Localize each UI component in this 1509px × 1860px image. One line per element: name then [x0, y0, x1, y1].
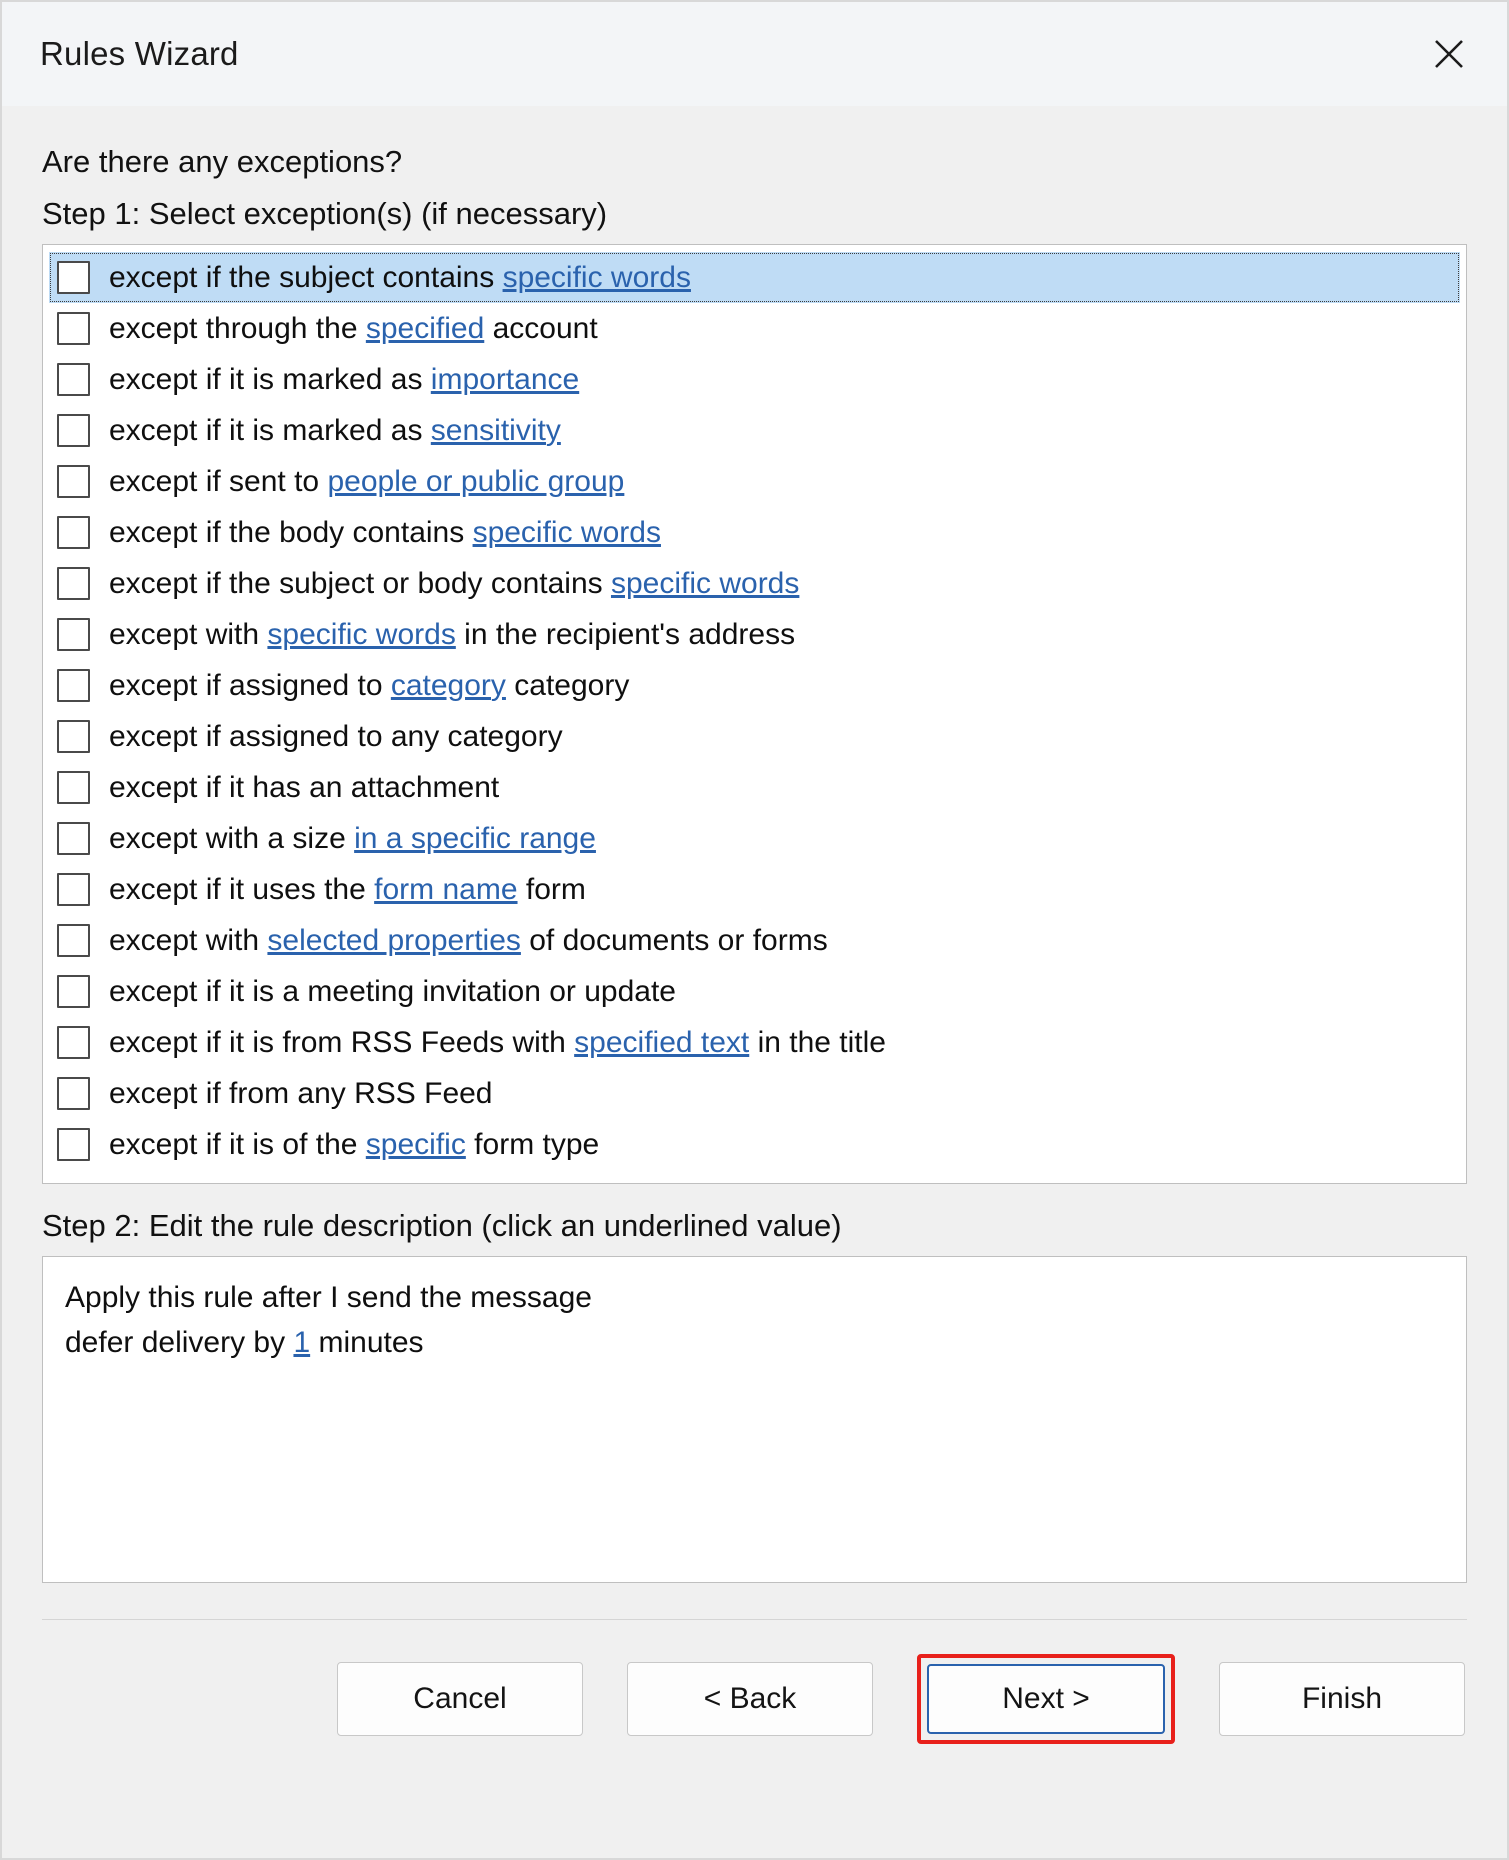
exception-row[interactable]: [49, 558, 1460, 609]
exception-value-link[interactable]: importance: [430, 362, 580, 396]
exception-checkbox[interactable]: [57, 618, 90, 651]
exception-checkbox[interactable]: [57, 516, 90, 549]
exception-row[interactable]: [49, 405, 1460, 456]
exception-row[interactable]: [49, 762, 1460, 813]
exception-label: [109, 516, 661, 550]
exception-checkbox[interactable]: [57, 261, 90, 294]
exception-label: [109, 822, 596, 856]
dialog-body: [2, 144, 1507, 1744]
exception-value-link[interactable]: selected properties: [267, 923, 521, 957]
step1-label: Step 1: Select exception(s) (if necessary): [42, 196, 608, 231]
exception-label-prefix: except if the subject or body contains: [109, 566, 611, 600]
exception-label: [109, 1026, 886, 1060]
exception-checkbox[interactable]: [57, 771, 90, 804]
exception-label-prefix: except through the: [109, 311, 366, 345]
exception-row[interactable]: [49, 252, 1460, 303]
exception-label-prefix: except with: [109, 617, 268, 651]
exception-label-prefix: except if it is from RSS Feeds with: [109, 1025, 575, 1059]
exception-label-prefix: except if assigned to any category: [109, 719, 563, 753]
exception-value-link[interactable]: specific words: [502, 260, 691, 294]
exception-row[interactable]: [49, 354, 1460, 405]
exception-value-link[interactable]: in a specific range: [354, 821, 596, 855]
exception-checkbox[interactable]: [57, 1128, 90, 1161]
exception-checkbox[interactable]: [57, 465, 90, 498]
exception-label-suffix: of documents or forms: [520, 923, 828, 957]
exception-label-prefix: except if sent to: [109, 464, 328, 498]
exception-label-suffix: in the title: [749, 1025, 886, 1059]
exception-label-suffix: category: [505, 668, 630, 702]
exception-label-prefix: except if it is a meeting invitation or update: [109, 974, 676, 1008]
exception-label-prefix: except if it uses the: [109, 872, 375, 906]
exception-checkbox[interactable]: [57, 363, 90, 396]
exception-checkbox[interactable]: [57, 720, 90, 753]
exception-label: [109, 975, 676, 1009]
exception-checkbox[interactable]: [57, 414, 90, 447]
exception-checkbox[interactable]: [57, 975, 90, 1008]
question-text: Are there any exceptions?: [42, 144, 403, 179]
exception-label: [109, 873, 586, 907]
exception-row[interactable]: [49, 813, 1460, 864]
exception-label-prefix: except with: [109, 923, 268, 957]
exception-label-prefix: except if it is marked as: [109, 362, 431, 396]
exception-label-prefix: except if it has an attachment: [109, 770, 500, 804]
exception-label: [109, 261, 691, 295]
exception-row[interactable]: [49, 864, 1460, 915]
exception-label-prefix: except if the body contains: [109, 515, 473, 549]
exception-row[interactable]: [49, 660, 1460, 711]
exception-checkbox[interactable]: [57, 924, 90, 957]
rule-description-box[interactable]: [42, 1256, 1467, 1583]
exception-row[interactable]: [49, 1068, 1460, 1119]
exception-checkbox[interactable]: [57, 1026, 90, 1059]
exception-label: [109, 1077, 493, 1111]
exception-checkbox[interactable]: [57, 669, 90, 702]
exception-value-link[interactable]: specified text: [574, 1025, 750, 1059]
exception-label: [109, 618, 795, 652]
defer-suffix: minutes: [310, 1326, 424, 1359]
exception-label: [109, 567, 799, 601]
exception-value-link[interactable]: sensitivity: [430, 413, 561, 447]
back-button[interactable]: < Back: [627, 1662, 873, 1736]
rule-description-line-1: Apply this rule after I send the message: [65, 1281, 592, 1314]
exception-label-prefix: except if from any RSS Feed: [109, 1076, 493, 1110]
exception-value-link[interactable]: category: [390, 668, 506, 702]
rule-description-line-2: [65, 1320, 1444, 1365]
exception-row[interactable]: [49, 966, 1460, 1017]
exception-label-suffix: account: [484, 311, 598, 345]
exception-label: [109, 771, 499, 805]
exception-label: [109, 465, 624, 499]
exception-label-prefix: except if the subject contains: [109, 260, 503, 294]
title-bar: [2, 2, 1507, 106]
exception-label: [109, 363, 579, 397]
exception-label: [109, 669, 629, 703]
exception-value-link[interactable]: form name: [374, 872, 518, 906]
cancel-button[interactable]: Cancel: [337, 1662, 583, 1736]
exception-row[interactable]: [49, 915, 1460, 966]
exception-label-prefix: except if it is marked as: [109, 413, 431, 447]
exception-checkbox[interactable]: [57, 1077, 90, 1110]
exception-checkbox[interactable]: [57, 873, 90, 906]
footer-buttons: [42, 1620, 1467, 1744]
finish-button[interactable]: Finish: [1219, 1662, 1465, 1736]
defer-minutes-link[interactable]: 1: [293, 1326, 311, 1359]
exception-label-suffix: form: [517, 872, 586, 906]
next-button[interactable]: Next >: [927, 1664, 1165, 1734]
next-button-highlight: [917, 1654, 1175, 1744]
exception-label-prefix: except with a size: [109, 821, 355, 855]
defer-prefix: defer delivery by: [65, 1326, 294, 1359]
exception-row[interactable]: [49, 507, 1460, 558]
exception-label: [109, 414, 561, 448]
exception-checkbox[interactable]: [57, 822, 90, 855]
exception-row[interactable]: [49, 456, 1460, 507]
exception-label: [109, 312, 598, 346]
step2-label: Step 2: Edit the rule description (click an underlined value): [42, 1208, 842, 1243]
exception-row[interactable]: [49, 1017, 1460, 1068]
exception-value-link[interactable]: specific words: [472, 515, 661, 549]
close-icon[interactable]: [1417, 26, 1481, 82]
exception-label-prefix: except if assigned to: [109, 668, 391, 702]
exception-checkbox[interactable]: [57, 312, 90, 345]
exception-label: [109, 1128, 599, 1162]
exception-value-link[interactable]: people or public group: [327, 464, 625, 498]
exception-checkbox[interactable]: [57, 567, 90, 600]
window-title: Rules Wizard: [40, 35, 239, 72]
exception-label: [109, 720, 563, 754]
exception-label-suffix: in the recipient's address: [455, 617, 796, 651]
exception-value-link[interactable]: specified: [365, 311, 485, 345]
exception-row[interactable]: [49, 711, 1460, 762]
exception-value-link[interactable]: specific words: [610, 566, 800, 600]
exception-label-suffix: form type: [465, 1127, 600, 1161]
exception-row[interactable]: [49, 1119, 1460, 1170]
exception-row[interactable]: [49, 609, 1460, 660]
exception-value-link[interactable]: specific: [365, 1127, 466, 1161]
exception-label: [109, 924, 828, 958]
exception-value-link[interactable]: specific words: [267, 617, 456, 651]
exception-row[interactable]: [49, 303, 1460, 354]
exception-label-prefix: except if it is of the: [109, 1127, 366, 1161]
exception-list[interactable]: [42, 244, 1467, 1184]
